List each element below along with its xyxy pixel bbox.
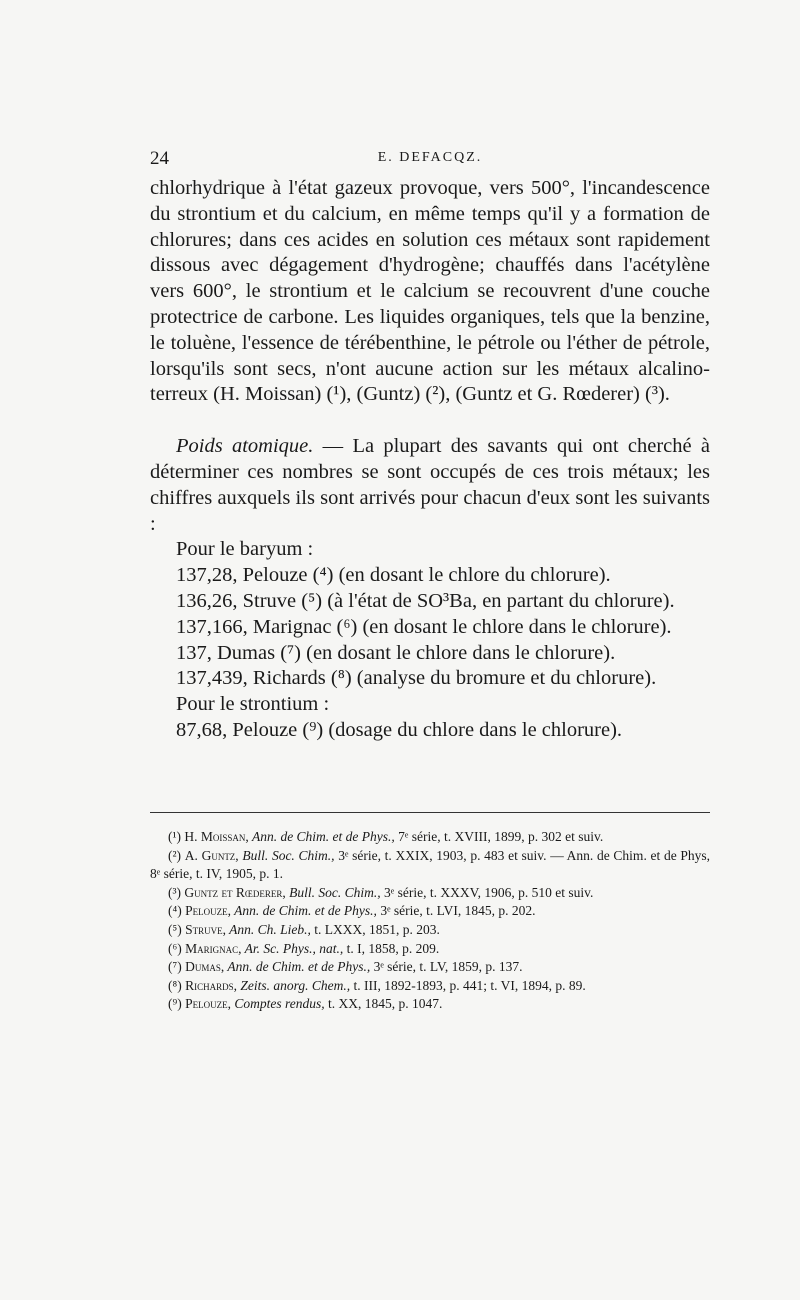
footnote-source: Bull. Soc. Chim.,: [285, 884, 381, 900]
footnote-number: (⁵): [168, 921, 182, 937]
baryum-entry: 137,28, Pelouze (⁴) (en dosant le chlore du chlorure).: [176, 564, 611, 587]
running-head: [150, 148, 710, 170]
footnote-details: 3ᵉ série, t. XXIX, 1903, p. 483 et suiv. — Ann. de Chim. et de Phys, 8ᵉ série, t. IV, 1905, p. 1.: [150, 847, 711, 882]
footnote-author: Richards,: [185, 977, 237, 993]
running-title: E. DEFACQZ.: [377, 150, 483, 165]
footnote: [150, 995, 710, 1014]
baryum-entry: 137, Dumas (⁷) (en dosant le chlore dans le chlorure).: [176, 641, 616, 664]
baryum-label: Pour le baryum :: [176, 538, 314, 561]
strontium-label: Pour le strontium :: [176, 693, 330, 716]
footnote: [150, 828, 710, 847]
footnote-author: Dumas,: [185, 959, 225, 975]
footnote-source: Ann. de Chim. et de Phys.,: [224, 959, 371, 975]
footnote: [150, 958, 710, 977]
footnote-rule: [150, 812, 710, 813]
footnote-details: 7ᵉ série, t. XVIII, 1899, p. 302 et suiv.: [394, 829, 604, 844]
footnote-author: A. Guntz,: [184, 847, 239, 863]
footnote-number: (³): [168, 884, 182, 900]
footnote-author: Struve,: [185, 921, 226, 937]
footnote-source: Bull. Soc. Chim.,: [238, 847, 335, 863]
footnote-number: (⁹): [168, 996, 182, 1012]
footnote-source: Comptes rendus,: [230, 996, 325, 1012]
footnote-details: 3ᵉ série, t. LVI, 1845, p. 202.: [376, 903, 536, 919]
baryum-entry: 136,26, Struve (⁵) (à l'état de SO³Ba, en partant du chlorure).: [176, 589, 675, 612]
footnote: [150, 884, 710, 903]
footnote: [150, 977, 710, 996]
footnote-number: (⁴): [168, 903, 182, 919]
footnote-number: (⁶): [168, 940, 182, 956]
footnote-details: t. III, 1892-1893, p. 441; t. VI, 1894, p. 89.: [350, 977, 586, 993]
footnote-author: Pelouze,: [185, 903, 231, 919]
footnote-source: Ann. de Chim. et de Phys.,: [248, 829, 395, 844]
footnote-source: Ann. Ch. Lieb.,: [225, 921, 311, 937]
baryum-entry: 137,166, Marignac (⁶) (en dosant le chlore dans le chlorure).: [176, 615, 672, 638]
footnote: [150, 902, 710, 921]
footnote-author: H. Moissan,: [184, 829, 249, 844]
footnote-number: (⁷): [168, 959, 182, 975]
footnote-number: (¹): [168, 829, 182, 844]
footnote-number: (²): [168, 847, 182, 863]
paragraph-reactivity: chlorhydrique à l'état gazeux provoque, vers 500°, l'incandescence du strontium et du calcium, en même temps qu'il y a formation de chlorures; dans ces acides en solution ces métaux sont rapidement dissous avec dégagement d'hydrogène; chauffés dans l'acétylène vers 600°, le strontium et le calcium se recouvrent d'une couche protectrice de carbone. Les liquides organiques, tels que la benzine, le toluène, l'essence de térébenthine, le pétrole ou l'éther de pétrole, lorsqu'ils sont secs, n'ont aucune action sur les métaux alcalino-terreux (H. Moissan) (¹), (Guntz) (²), (Guntz et G. Rœderer) (³).: [150, 177, 710, 406]
page-number: 24: [150, 148, 169, 169]
footnote: [150, 847, 710, 884]
footnote-source: Ar. Sc. Phys., nat.,: [241, 940, 344, 956]
footnote-details: 3ᵉ série, t. LV, 1859, p. 137.: [370, 959, 523, 975]
footnote-author: Pelouze,: [185, 996, 231, 1012]
footnote-details: t. LXXX, 1851, p. 203.: [310, 921, 440, 937]
footnotes: [150, 828, 710, 1014]
footnote-details: 3ᵉ série, t. XXXV, 1906, p. 510 et suiv.: [380, 884, 594, 900]
footnote-author: Marignac,: [185, 940, 242, 956]
body-text: [150, 176, 710, 744]
footnote-details: t. I, 1858, p. 209.: [343, 940, 440, 956]
paragraph-text: — La plupart des savants qui ont cherché à déterminer ces nombres se sont occupés de ces trois métaux; les chiffres auxquels ils sont arrivés pour chacun d'eux sont les suivants :: [150, 435, 710, 535]
footnote-source: Zeits. anorg. Chem.,: [236, 977, 351, 993]
footnote-details: t. XX, 1845, p. 1047.: [324, 996, 443, 1012]
footnote: [150, 921, 710, 940]
paragraph-atomic-weight: [150, 434, 710, 537]
baryum-entry: 137,439, Richards (⁸) (analyse du bromure et du chlorure).: [176, 667, 657, 690]
strontium-entry: 87,68, Pelouze (⁹) (dosage du chlore dans le chlorure).: [176, 718, 623, 741]
footnote-source: Ann. de Chim. et de Phys.,: [230, 903, 377, 919]
footnote-author: Guntz et Rœderer,: [184, 884, 286, 900]
footnote-number: (⁸): [168, 977, 182, 993]
footnote: [150, 940, 710, 959]
section-heading: Poids atomique.: [176, 435, 314, 458]
